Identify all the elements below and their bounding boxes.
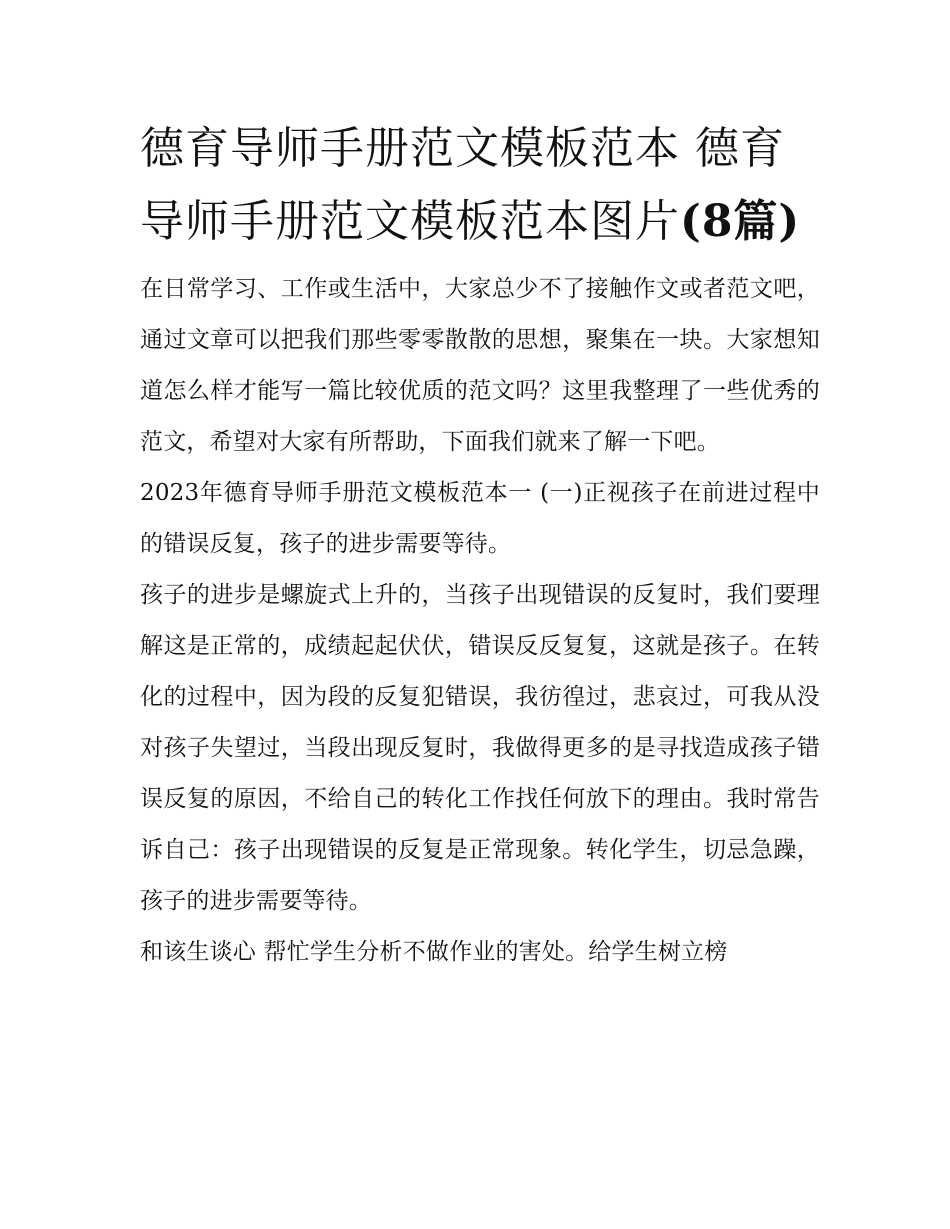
section-heading-paragraph: 2023年德育导师手册范文模板范本一 (一)正视孩子在前进过程中的错误反复，孩子的进步需要等待。 [140,480,820,557]
body-paragraph: 孩子的进步是螺旋式上升的，当孩子出现错误的反复时，我们要理解这是正常的，成绩起起伏伏，错误反反复复，这就是孩子。在转化的过程中，因为段的反复犯错误，我彷徨过，悲哀过，可我从没对孩子失望过，当段出现反复时，我做得更多的是寻找造成孩子错误反复的原因，不给自己的转化工作找任何放下的理由。我时常告诉自己：孩子出现错误的反复是正常现象。转化学生，切忌急躁，孩子的进步需要等待。 [140,582,820,914]
document-title [140,112,820,258]
document-body [140,112,820,978]
title-main: 德育导师手册范文模板范本 德育导师手册范文模板范本图片 [140,123,785,247]
body-paragraph-continued: 和该生谈心 帮忙学生分析不做作业的害处。给学生树立榜 [140,939,728,965]
intro-paragraph: 在日常学习、工作或生活中，大家总少不了接触作文或者范文吧，通过文章可以把我们那些零零散散的思想，聚集在一块。大家想知道怎么样才能写一篇比较优质的范文吗？这里我整理了一些优秀的范文，希望对大家有所帮助，下面我们就来了解一下吧。 [140,276,820,455]
title-count: (8篇) [680,196,801,247]
